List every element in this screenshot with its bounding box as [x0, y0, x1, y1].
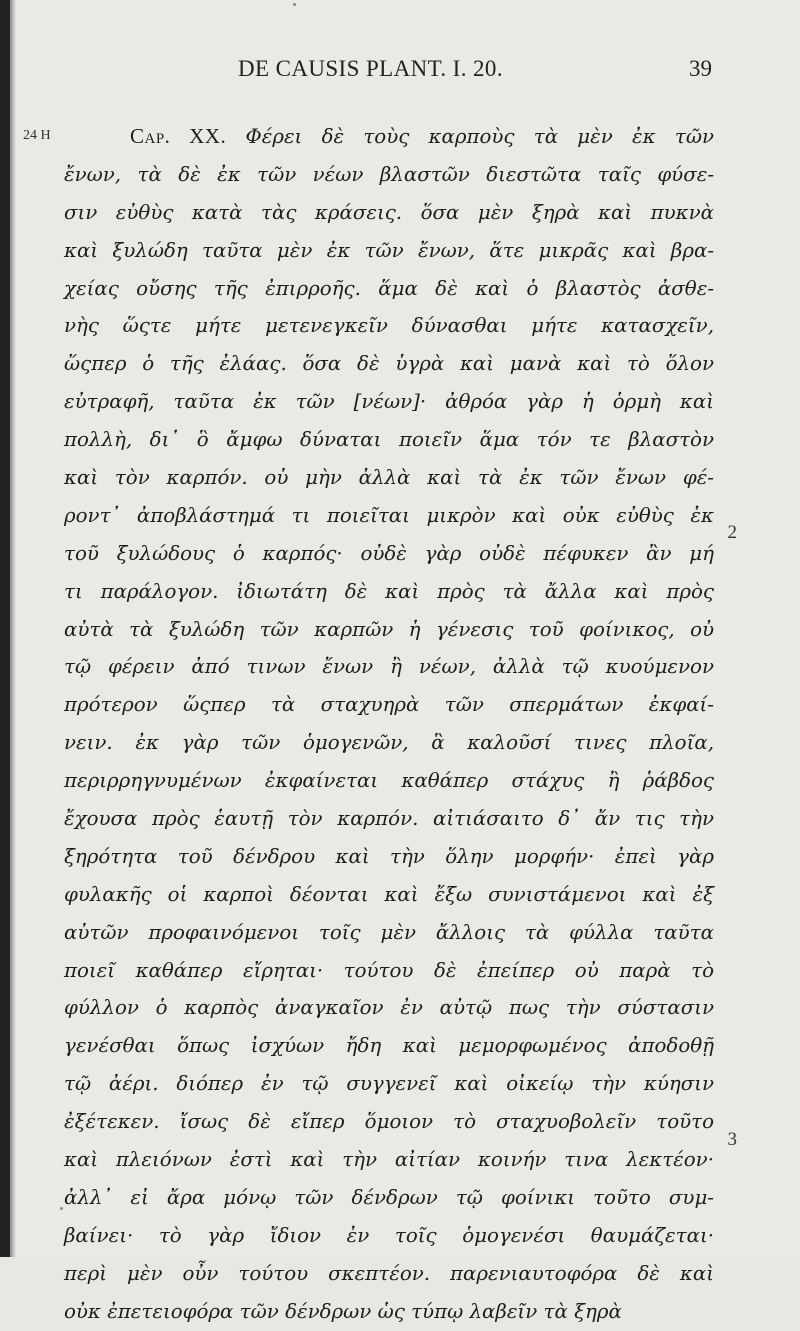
text-line: πολλὴ, δι᾽ ὃ ἄμφω δύναται ποιεῖν ἅμα τόν τε βλαστὸν — [64, 428, 714, 452]
text-line: αὐτὰ τὰ ξυλώδη τῶν καρπῶν ἡ γένεσις τοῦ φοίνικος, οὐ — [64, 617, 714, 641]
text-line: ποιεῖ καθάπερ εἴρηται· τούτου δὲ ἐπείπερ οὐ παρὰ τὸ — [64, 958, 714, 982]
text-line: τῷ φέρειν ἀπό τινων ἔνων ἢ νέων, ἀλλὰ τῷ κυούμενον — [64, 655, 714, 679]
paper-speck — [293, 3, 296, 6]
body-text — [64, 118, 714, 1331]
text-line: φυλακῆς οἱ καρποὶ δέονται καὶ ἔξω συνιστάμενοι καὶ ἐξ — [64, 882, 714, 906]
text-line: ροντ᾽ ἀποβλάστημά τι ποιεῖται μικρὸν καὶ οὐκ εὐθὺς ἐκ — [64, 503, 714, 527]
section-number-2: 2 — [727, 522, 737, 543]
text-line: ἔχουσα πρὸς ἑαυτῇ τὸν καρπόν. αἰτιάσαιτο δ᾽ ἄν τις τὴν — [64, 807, 714, 831]
text-line: ἔνων, τὰ δὲ ἐκ τῶν νέων βλαστῶν διεστῶτα ταῖς φύσε- — [64, 162, 714, 186]
chapter-heading: Cap. XX. — [130, 124, 227, 148]
text-line — [64, 118, 714, 156]
text-line: γενέσθαι ὅπως ἰσχύων ἤδη καὶ μεμορφωμένος ἀποδοθῇ — [64, 1034, 714, 1058]
page-left-edge-shadow — [0, 0, 10, 1257]
text-line-content: Φέρει δὲ τοὺς καρποὺς τὰ μὲν ἐκ τῶν — [245, 125, 714, 148]
text-line: καὶ πλειόνων ἐστὶ καὶ τὴν αἰτίαν κοινήν τινα λεκτέον· — [64, 1148, 714, 1172]
text-line: νὴς ὥςτε μήτε μετενεγκεῖν δύνασθαι μήτε κατασχεῖν, — [64, 314, 714, 338]
text-line: αὐτῶν προφαινόμενοι τοῖς μὲν ἄλλοις τὰ φύλλα ταῦτα — [64, 920, 714, 944]
text-line: οὐκ ἐπετειοφόρα τῶν δένδρων ὡς τύπῳ λαβεῖν τὰ ξηρὰ — [64, 1299, 622, 1323]
page-header — [0, 56, 800, 88]
text-line: ἐξέτεκεν. ἴσως δὲ εἴπερ ὅμοιον τὸ σταχυοβολεῖν τοῦτο — [64, 1110, 714, 1134]
text-line: περὶ μὲν οὖν τούτου σκεπτέον. παρενιαυτοφόρα δὲ καὶ — [64, 1261, 714, 1285]
page-number: 39 — [689, 56, 712, 81]
page-gutter-fade — [10, 0, 16, 1257]
text-line: τῷ ἀέρι. διόπερ ἐν τῷ συγγενεῖ καὶ οἰκείῳ τὴν κύησιν — [64, 1072, 714, 1096]
text-line: πρότερον ὥςπερ τὰ σταχυηρὰ τῶν σπερμάτων ἐκφαί- — [64, 693, 714, 717]
text-line: τοῦ ξυλώδους ὁ καρπός· οὐδὲ γὰρ οὐδὲ πέφυκεν ἂν μή — [64, 541, 714, 565]
paper-speck — [60, 1207, 63, 1210]
text-line: φύλλον ὁ καρπὸς ἀναγκαῖον ἐν αὐτῷ πως τὴν σύστασιν — [64, 996, 714, 1020]
text-line: ὥςπερ ὁ τῆς ἐλάας. ὅσα δὲ ὑγρὰ καὶ μανὰ καὶ τὸ ὅλον — [64, 352, 714, 376]
text-line: χείας οὔσης τῆς ἐπιρροῆς. ἅμα δὲ καὶ ὁ βλαστὸς ἀσθε- — [64, 276, 714, 300]
running-title: DE CAUSIS PLANT. I. 20. — [238, 56, 503, 81]
section-number-3: 3 — [727, 1129, 737, 1150]
text-line: νειν. ἐκ γὰρ τῶν ὁμογενῶν, ἃ καλοῦσί τινες πλοῖα, — [64, 731, 714, 755]
text-line: καὶ ξυλώδη ταῦτα μὲν ἐκ τῶν ἔνων, ἅτε μικρᾶς καὶ βρα- — [64, 238, 714, 262]
text-line: σιν εὐθὺς κατὰ τὰς κράσεις. ὅσα μὲν ξηρὰ καὶ πυκνὰ — [64, 200, 714, 224]
text-line: ξηρότητα τοῦ δένδρου καὶ τὴν ὅλην μορφήν· ἐπεὶ γὰρ — [64, 844, 714, 868]
text-line: εὐτραφῆ, ταῦτα ἐκ τῶν [νέων]· ἀθρόα γὰρ ἡ ὁρμὴ καὶ — [64, 390, 714, 414]
text-line: τι παράλογον. ἰδιωτάτη δὲ καὶ πρὸς τὰ ἄλλα καὶ πρὸς — [64, 579, 714, 603]
margin-reference-left: 24 H — [23, 128, 51, 143]
text-line: βαίνει· τὸ γὰρ ἴδιον ἐν τοῖς ὁμογενέσι θαυμάζεται· — [64, 1223, 714, 1247]
text-line: καὶ τὸν καρπόν. οὐ μὴν ἀλλὰ καὶ τὰ ἐκ τῶν ἔνων φέ- — [64, 466, 714, 490]
text-line: ἀλλ᾽ εἰ ἄρα μόνῳ τῶν δένδρων τῷ φοίνικι τοῦτο συμ- — [64, 1185, 714, 1209]
text-line: περιρρηγνυμένων ἐκφαίνεται καθάπερ στάχυς ἢ ῥάβδος — [64, 769, 714, 793]
